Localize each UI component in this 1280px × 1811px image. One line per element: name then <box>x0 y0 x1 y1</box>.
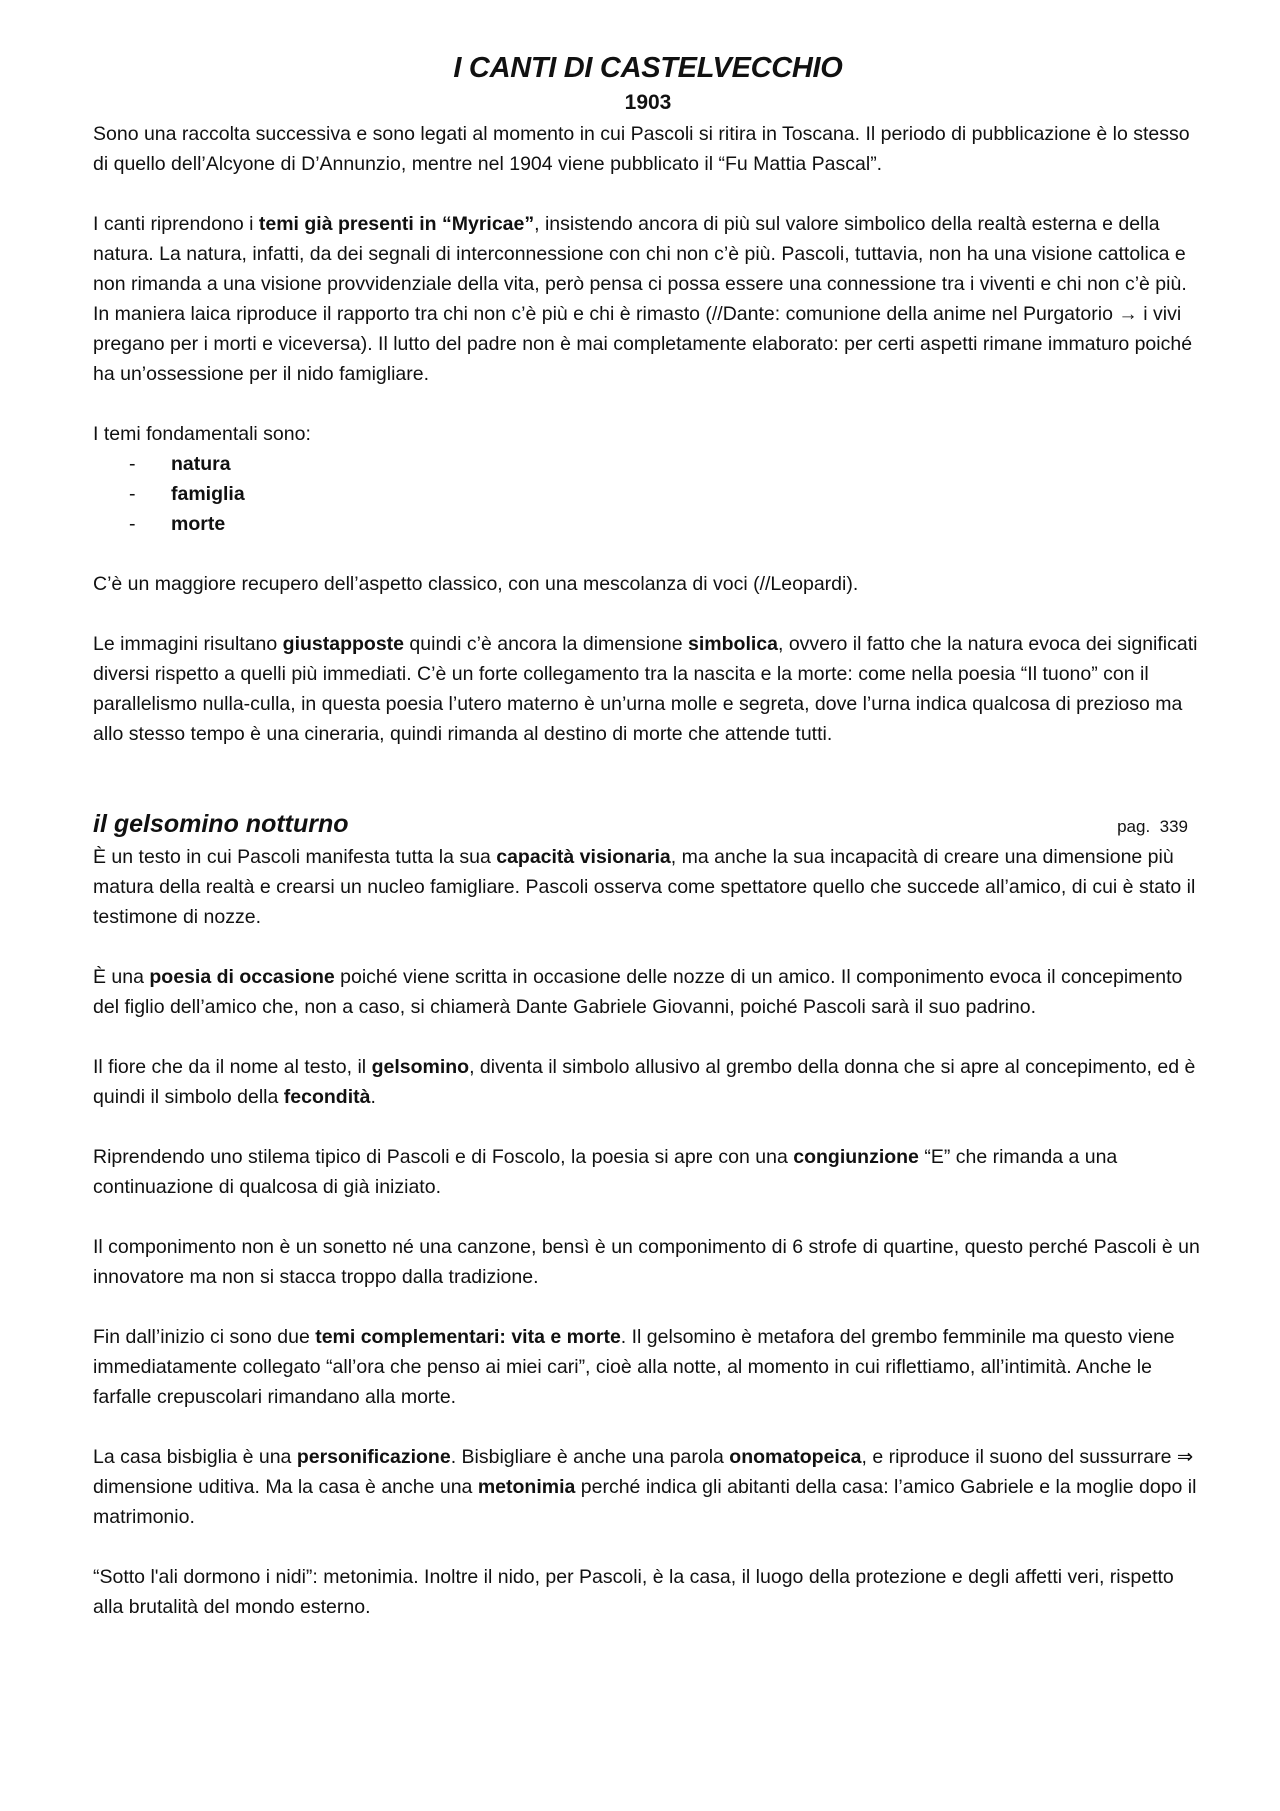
section-paragraph-5: Il componimento non è un sonetto né una canzone, bensì è un componimento di 6 strofe di quartine, questo perché Pascoli è un innovatore ma non si stacca troppo dalla tradizione. <box>93 1236 1200 1288</box>
text-run: Riprendendo uno stilema tipico di Pascoli e di Foscolo, la poesia si apre con una <box>93 1146 794 1168</box>
text-run: Fin dall’inizio ci sono due <box>93 1326 316 1348</box>
document-page <box>93 50 1203 1622</box>
text-run: “E” che rimanda a una continuazione di qualcosa di già iniziato. <box>93 1146 1118 1198</box>
bold-term: giustapposte <box>282 633 405 655</box>
text-run: , diventa il simbolo allusivo al grembo della donna che si apre al concepimento, ed è quindi il simbolo della <box>93 1056 1196 1108</box>
text-run: È un testo in cui Pascoli manifesta tutta la sua <box>93 846 497 868</box>
bold-term: congiunzione <box>793 1146 919 1168</box>
section-paragraph-1 <box>93 842 1203 932</box>
theme-item: natura <box>171 453 231 475</box>
text-run: , ma anche la sua incapacità di creare una dimensione più matura della realtà e crearsi un nucleo famigliare. Pascoli osserva come spettatore quello che succede all’amico, di cui è stato il testimone di nozze. <box>93 846 1196 928</box>
bold-term: capacità visionaria <box>496 846 671 868</box>
bullet: - <box>129 483 136 505</box>
section-paragraph-8: “Sotto l'ali dormono i nidi”: metonimia. Inoltre il nido, per Pascoli, è la casa, il luogo della protezione e degli affetti veri, rispetto alla brutalità del mondo esterno. <box>93 1566 1174 1618</box>
bold-term: poesia di occasione <box>149 966 335 988</box>
bold-term: simbolica <box>688 633 778 655</box>
text-run: . Bisbigliare è anche una parola <box>450 1446 730 1468</box>
bold-term: metonimia <box>477 1476 576 1498</box>
intro-paragraph-2 <box>93 209 1203 389</box>
bullet: - <box>129 453 136 475</box>
section-title: il gelsomino notturno <box>93 810 349 838</box>
text-run: , ovvero il fatto che la natura evoca dei significati diversi rispetto a quelli più immediati. C’è un forte collegamento tra la nascita e la morte: come nella poesia “Il tuono” con il parallelismo nulla-culla, in questa poesia l’utero materno è un’urna molle e segreta, dove l’urna indica qualcosa di prezioso ma allo stesso tempo è una cineraria, quindi rimanda al destino di morte che attende tutti. <box>93 633 1198 745</box>
section-paragraph-2 <box>93 962 1203 1022</box>
bullet: - <box>129 513 136 535</box>
text-run: poiché viene scritta in occasione delle nozze di un amico. Il componimento evoca il concepimento del figlio dell’amico che, non a caso, si chiamerà Dante Gabriele Giovanni, poiché Pascoli sarà il suo padrino. <box>93 966 1183 1018</box>
bold-term: temi complementari: vita e morte <box>315 1326 621 1348</box>
bold-term: temi già presenti in “Myricae” <box>258 213 535 235</box>
bold-term: fecondità <box>283 1086 371 1108</box>
theme-item: morte <box>171 513 226 535</box>
section-paragraph-3 <box>93 1052 1203 1112</box>
section-header <box>93 809 1188 842</box>
section-paragraph-4 <box>93 1142 1203 1202</box>
text-run: quindi c’è ancora la dimensione <box>404 633 689 655</box>
document-title: I CANTI DI CASTELVECCHIO <box>453 52 843 84</box>
text-run: È una <box>93 966 150 988</box>
page-reference: pag. 339 <box>1117 817 1188 836</box>
intro-paragraph-3: C’è un maggiore recupero dell’aspetto classico, con una mescolanza di voci (//Leopardi). <box>93 573 859 595</box>
list-item <box>129 509 1203 539</box>
intro-paragraph-1: Sono una raccolta successiva e sono legati al momento in cui Pascoli si ritira in Toscana. Il periodo di pubblicazione è lo stesso di quello dell’Alcyone di D’Annunzio, mentre nel 1904 viene pubblicato il “Fu Mattia Pascal”. <box>93 123 1190 175</box>
document-year: 1903 <box>624 91 672 114</box>
bold-term: gelsomino <box>371 1056 470 1078</box>
bold-term: personificazione <box>296 1446 451 1468</box>
section-paragraph-6 <box>93 1322 1203 1412</box>
intro-paragraph-4 <box>93 629 1203 749</box>
text-run: La casa bisbiglia è una <box>93 1446 297 1468</box>
list-item <box>129 479 1203 509</box>
section-paragraph-7 <box>93 1442 1203 1532</box>
text-run: Il fiore che da il nome al testo, il <box>93 1056 372 1078</box>
text-run: Le immagini risultano <box>93 633 283 655</box>
themes-intro: I temi fondamentali sono: <box>93 423 311 445</box>
list-item <box>129 449 1203 479</box>
themes-list <box>93 449 1203 539</box>
text-run: , insistendo ancora di più sul valore simbolico della realtà esterna e della natura. La natura, infatti, da dei segnali di interconnessione con chi non c’è più. Pascoli, tuttavia, non ha una visione cattolica e non rimanda a una visione provvidenziale della vita, però pensa ci possa essere una connessione tra i viventi e chi non c’è più. In maniera laica riproduce il rapporto tra chi non c’è più e chi è rimasto (//Dante: comunione della anime nel Purgatorio → i vivi pregano per i morti e viceversa). Il lutto del padre non è mai completamente elaborato: per certi aspetti rimane immaturo poiché ha un’ossessione per il nido famigliare. <box>93 213 1193 385</box>
theme-item: famiglia <box>171 483 245 505</box>
text-run: . <box>370 1086 376 1108</box>
text-run: , e riproduce il suono del sussurrare ⇒ dimensione uditiva. Ma la casa è anche una <box>93 1446 1194 1498</box>
text-run: . Il gelsomino è metafora del grembo femminile ma questo viene immediatamente collegato “all’ora che penso ai miei cari”, cioè alla notte, al momento in cui riflettiamo, all’intimità. Anche le farfalle crepuscolari rimandano alla morte. <box>93 1326 1175 1408</box>
text-run: I canti riprendono i <box>93 213 259 235</box>
bold-term: onomatopeica <box>729 1446 862 1468</box>
text-run: perché indica gli abitanti della casa: l’amico Gabriele e la moglie dopo il matrimonio. <box>93 1476 1197 1528</box>
